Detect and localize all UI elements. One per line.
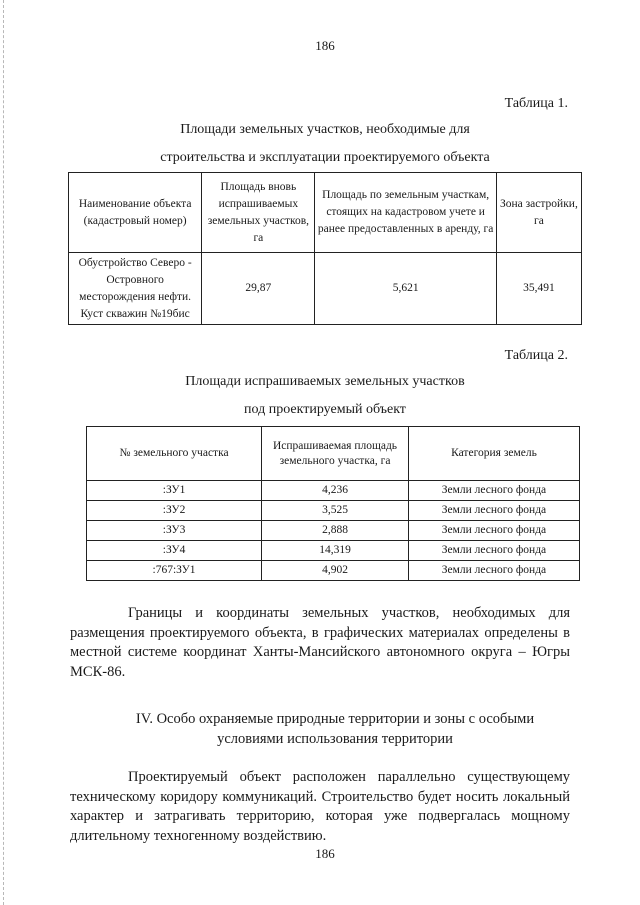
plot-category: Земли лесного фонда <box>408 481 579 501</box>
table2-title-line2: под проектируемый объект <box>244 402 406 417</box>
table2-header-row <box>87 427 580 481</box>
requested-plots-table <box>86 426 580 581</box>
plot-id: :ЗУ2 <box>87 501 262 521</box>
plot-category: Земли лесного фонда <box>408 501 579 521</box>
page-number-top: 186 <box>315 38 335 53</box>
table1-new-area-value: 29,87 <box>202 253 315 325</box>
table1-header-registered-area: Площадь по земельным участкам, стоящих на кадастровом учете и ранее предоставленных в аренду, га <box>315 173 496 253</box>
table1-title-line1: Площади земельных участков, необходимые для <box>180 122 470 137</box>
plot-area: 4,236 <box>262 481 409 501</box>
table-row <box>87 521 580 541</box>
table1-header-zone: Зона застройки, га <box>496 173 581 253</box>
table-row <box>87 541 580 561</box>
table2-header-area: Испрашиваемая площадь земельного участка, га <box>262 427 409 481</box>
plot-id: :ЗУ1 <box>87 481 262 501</box>
table1-header-row <box>69 173 582 253</box>
table1-title-line2: строительства и эксплуатации проектируемого объекта <box>160 150 490 165</box>
table1-row <box>69 253 582 325</box>
section-4-title-line1: IV. Особо охраняемые природные территории и зоны с особыми <box>135 711 535 727</box>
plot-area: 2,888 <box>262 521 409 541</box>
table2-header-category: Категория земель <box>408 427 579 481</box>
table-row <box>87 501 580 521</box>
plot-category: Земли лесного фонда <box>408 561 579 581</box>
table1-zone-value: 35,491 <box>496 253 581 325</box>
project-location-paragraph: Проектируемый объект расположен параллельно существующему техническому коридору коммуникаций. Строительство будет носить локальный характер и затрагивать территорию, которая уже подвергалась мощному длительному техногенному воздействию. <box>70 769 570 844</box>
table2-header-plot-number: № земельного участка <box>87 427 262 481</box>
table2-caption: Таблица 2. <box>504 348 568 363</box>
plot-id: :ЗУ3 <box>87 521 262 541</box>
boundaries-paragraph: Границы и координаты земельных участков, необходимых для размещения проектируемого объекта, в графических материалах определены в местной системе координат Ханты-Мансийского автономного округа – Югры МСК-86. <box>70 605 570 680</box>
plot-category: Земли лесного фонда <box>408 541 579 561</box>
plot-id: :767:ЗУ1 <box>87 561 262 581</box>
plot-id: :ЗУ4 <box>87 541 262 561</box>
section-4-title-line2: условиями использования территории <box>217 731 453 747</box>
table1-caption: Таблица 1. <box>504 96 568 111</box>
plot-category: Земли лесного фонда <box>408 521 579 541</box>
land-area-table <box>68 172 582 325</box>
table2-title-line1: Площади испрашиваемых земельных участков <box>185 374 465 389</box>
table1-object-name: Обустройство Северо - Островного месторождения нефти. Куст скважин №19бис <box>69 253 202 325</box>
table1-header-new-area: Площадь вновь испрашиваемых земельных участков, га <box>202 173 315 253</box>
table-row <box>87 561 580 581</box>
plot-area: 4,902 <box>262 561 409 581</box>
plot-area: 3,525 <box>262 501 409 521</box>
table1-registered-area-value: 5,621 <box>315 253 496 325</box>
plot-area: 14,319 <box>262 541 409 561</box>
table-row <box>87 481 580 501</box>
table1-header-object: Наименование объекта (кадастровый номер) <box>69 173 202 253</box>
scan-edge-line <box>3 0 4 905</box>
page-number-bottom: 186 <box>315 846 335 861</box>
